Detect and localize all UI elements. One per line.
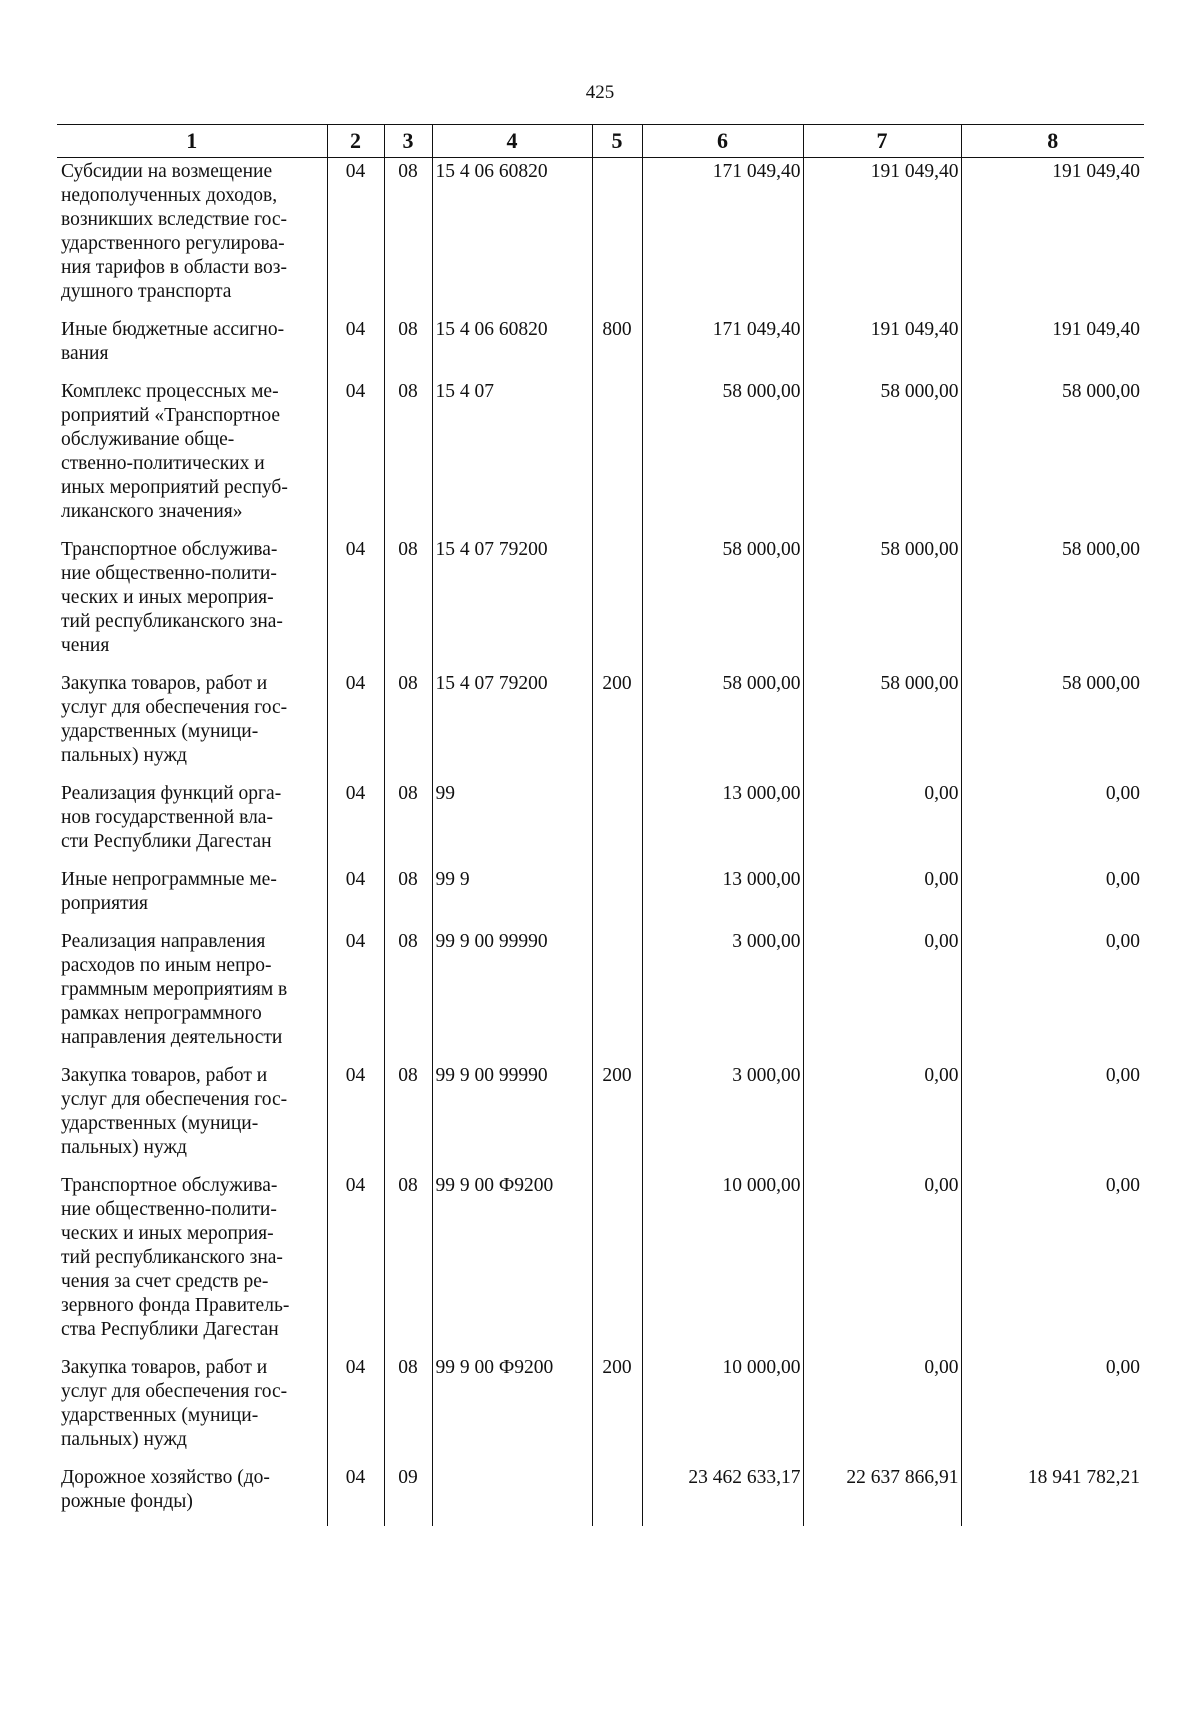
table-row	[57, 378, 1144, 536]
description-line: ства Республики Дагестан	[61, 1319, 279, 1340]
description-line: Реализация направления	[61, 931, 266, 952]
expense-type-code	[592, 1464, 642, 1526]
description-line: чения за счет средств ре-	[61, 1271, 269, 1292]
description-line: обслуживание обще-	[61, 429, 235, 450]
description-line: чения	[61, 635, 110, 656]
subsection-code: 08	[384, 316, 432, 378]
description-line: пальных) нужд	[61, 1137, 187, 1158]
table-row	[57, 536, 1144, 670]
expense-type-code: 800	[592, 316, 642, 378]
subsection-code: 09	[384, 1464, 432, 1526]
section-code: 04	[327, 928, 384, 1062]
table-body	[57, 158, 1144, 1527]
expense-type-code: 200	[592, 670, 642, 780]
description-line: роприятий «Транспортное	[61, 405, 281, 426]
amount-col-6: 3 000,00	[642, 1062, 803, 1172]
section-code: 04	[327, 670, 384, 780]
subsection-code: 08	[384, 1354, 432, 1464]
table-row	[57, 1354, 1144, 1464]
target-article-code: 15 4 07	[432, 378, 592, 536]
description-line: направления деятельности	[61, 1027, 283, 1048]
expense-type-code	[592, 536, 642, 670]
amount-col-8: 0,00	[961, 866, 1144, 928]
amount-col-8: 0,00	[961, 1062, 1144, 1172]
expense-type-code	[592, 928, 642, 1062]
row-description	[57, 780, 327, 866]
row-description	[57, 928, 327, 1062]
description-line: ния тарифов в области воз-	[61, 257, 287, 278]
amount-col-6: 13 000,00	[642, 780, 803, 866]
target-article-code: 15 4 07 79200	[432, 536, 592, 670]
description-line: Закупка товаров, работ и	[61, 1065, 268, 1086]
description-line: Закупка товаров, работ и	[61, 673, 268, 694]
description-line: Закупка товаров, работ и	[61, 1357, 268, 1378]
header-row	[57, 125, 1144, 158]
description-line: роприятия	[61, 893, 149, 914]
description-line: Комплекс процессных ме-	[61, 381, 279, 402]
target-article-code: 99 9 00 99990	[432, 1062, 592, 1172]
subsection-code: 08	[384, 866, 432, 928]
description-line: ударственного регулирова-	[61, 233, 285, 254]
amount-col-7: 191 049,40	[803, 316, 961, 378]
table-row	[57, 866, 1144, 928]
subsection-code: 08	[384, 670, 432, 780]
amount-col-8: 0,00	[961, 1354, 1144, 1464]
section-code: 04	[327, 866, 384, 928]
table-row	[57, 1172, 1144, 1354]
amount-col-7: 0,00	[803, 866, 961, 928]
description-line: Дорожное хозяйство (до-	[61, 1467, 270, 1488]
section-code: 04	[327, 536, 384, 670]
description-line: пальных) нужд	[61, 745, 187, 766]
table-row	[57, 158, 1144, 317]
subsection-code: 08	[384, 928, 432, 1062]
description-line: нов государственной вла-	[61, 807, 273, 828]
amount-col-7: 22 637 866,91	[803, 1464, 961, 1526]
expense-type-code	[592, 866, 642, 928]
description-line: ние общественно-полити-	[61, 563, 277, 584]
table-row	[57, 1062, 1144, 1172]
column-header-4: 4	[432, 125, 592, 158]
description-line: граммным мероприятиям в	[61, 979, 288, 1000]
description-line: ческих и иных мероприя-	[61, 587, 274, 608]
target-article-code: 15 4 06 60820	[432, 316, 592, 378]
description-line: вания	[61, 343, 109, 364]
table-row	[57, 780, 1144, 866]
description-line: рожные фонды)	[61, 1491, 193, 1512]
amount-col-8: 18 941 782,21	[961, 1464, 1144, 1526]
row-description	[57, 1062, 327, 1172]
amount-col-7: 0,00	[803, 1172, 961, 1354]
amount-col-7: 58 000,00	[803, 670, 961, 780]
amount-col-6: 58 000,00	[642, 670, 803, 780]
expense-type-code	[592, 780, 642, 866]
subsection-code: 08	[384, 1172, 432, 1354]
subsection-code: 08	[384, 1062, 432, 1172]
expense-type-code: 200	[592, 1354, 642, 1464]
description-line: Иные непрограммные ме-	[61, 869, 277, 890]
amount-col-8: 0,00	[961, 780, 1144, 866]
target-article-code: 99 9 00 99990	[432, 928, 592, 1062]
subsection-code: 08	[384, 780, 432, 866]
description-line: Транспортное обслужива-	[61, 539, 278, 560]
description-line: ударственных (муници-	[61, 721, 259, 742]
row-description	[57, 536, 327, 670]
target-article-code: 99 9 00 Ф9200	[432, 1354, 592, 1464]
description-line: услуг для обеспечения гос-	[61, 1381, 288, 1402]
section-code: 04	[327, 780, 384, 866]
section-code: 04	[327, 378, 384, 536]
budget-table	[57, 124, 1144, 1526]
amount-col-6: 23 462 633,17	[642, 1464, 803, 1526]
description-line: Субсидии на возмещение	[61, 161, 273, 182]
description-line: рамках непрограммного	[61, 1003, 262, 1024]
description-line: тий республиканского зна-	[61, 1247, 283, 1268]
section-code: 04	[327, 1062, 384, 1172]
table-row	[57, 670, 1144, 780]
target-article-code: 99 9	[432, 866, 592, 928]
description-line: Реализация функций орга-	[61, 783, 282, 804]
section-code: 04	[327, 316, 384, 378]
amount-col-6: 10 000,00	[642, 1172, 803, 1354]
target-article-code: 15 4 06 60820	[432, 158, 592, 317]
description-line: тий республиканского зна-	[61, 611, 283, 632]
amount-col-8: 0,00	[961, 928, 1144, 1062]
description-line: расходов по иным непро-	[61, 955, 272, 976]
row-description	[57, 1354, 327, 1464]
budget-table-container	[57, 124, 1144, 1526]
page-number: 425	[585, 82, 615, 103]
amount-col-8: 58 000,00	[961, 536, 1144, 670]
amount-col-7: 0,00	[803, 1062, 961, 1172]
column-header-7: 7	[803, 125, 961, 158]
row-description	[57, 158, 327, 317]
description-line: иных мероприятий респуб-	[61, 477, 288, 498]
section-code: 04	[327, 1464, 384, 1526]
expense-type-code	[592, 378, 642, 536]
row-description	[57, 866, 327, 928]
description-line: ческих и иных мероприя-	[61, 1223, 274, 1244]
amount-col-7: 191 049,40	[803, 158, 961, 317]
description-line: душного транспорта	[61, 281, 232, 302]
row-description	[57, 1172, 327, 1354]
amount-col-7: 0,00	[803, 780, 961, 866]
description-line: ударственных (муници-	[61, 1405, 259, 1426]
amount-col-8: 191 049,40	[961, 316, 1144, 378]
description-line: зервного фонда Правитель-	[61, 1295, 290, 1316]
row-description	[57, 1464, 327, 1526]
subsection-code: 08	[384, 378, 432, 536]
table-row	[57, 1464, 1144, 1526]
expense-type-code	[592, 1172, 642, 1354]
amount-col-8: 0,00	[961, 1172, 1144, 1354]
description-line: недополученных доходов,	[61, 185, 278, 206]
description-line: ственно-политических и	[61, 453, 265, 474]
amount-col-7: 0,00	[803, 928, 961, 1062]
amount-col-7: 0,00	[803, 1354, 961, 1464]
section-code: 04	[327, 158, 384, 317]
description-line: услуг для обеспечения гос-	[61, 697, 288, 718]
amount-col-6: 58 000,00	[642, 536, 803, 670]
column-header-3: 3	[384, 125, 432, 158]
column-header-5: 5	[592, 125, 642, 158]
target-article-code: 99 9 00 Ф9200	[432, 1172, 592, 1354]
description-line: пальных) нужд	[61, 1429, 187, 1450]
description-line: услуг для обеспечения гос-	[61, 1089, 288, 1110]
table-row	[57, 928, 1144, 1062]
amount-col-8: 58 000,00	[961, 378, 1144, 536]
description-line: Иные бюджетные ассигно-	[61, 319, 285, 340]
amount-col-8: 58 000,00	[961, 670, 1144, 780]
amount-col-7: 58 000,00	[803, 536, 961, 670]
amount-col-6: 13 000,00	[642, 866, 803, 928]
subsection-code: 08	[384, 158, 432, 317]
subsection-code: 08	[384, 536, 432, 670]
target-article-code: 15 4 07 79200	[432, 670, 592, 780]
column-header-6: 6	[642, 125, 803, 158]
target-article-code	[432, 1464, 592, 1526]
column-header-2: 2	[327, 125, 384, 158]
description-line: Транспортное обслужива-	[61, 1175, 278, 1196]
amount-col-6: 58 000,00	[642, 378, 803, 536]
target-article-code: 99	[432, 780, 592, 866]
column-header-8: 8	[961, 125, 1144, 158]
description-line: возникших вследствие гос-	[61, 209, 287, 230]
description-line: сти Республики Дагестан	[61, 831, 272, 852]
amount-col-7: 58 000,00	[803, 378, 961, 536]
row-description	[57, 670, 327, 780]
section-code: 04	[327, 1354, 384, 1464]
description-line: ние общественно-полити-	[61, 1199, 277, 1220]
column-header-1: 1	[57, 125, 327, 158]
amount-col-8: 191 049,40	[961, 158, 1144, 317]
row-description	[57, 378, 327, 536]
amount-col-6: 3 000,00	[642, 928, 803, 1062]
amount-col-6: 171 049,40	[642, 158, 803, 317]
amount-col-6: 10 000,00	[642, 1354, 803, 1464]
section-code: 04	[327, 1172, 384, 1354]
expense-type-code: 200	[592, 1062, 642, 1172]
description-line: ударственных (муници-	[61, 1113, 259, 1134]
expense-type-code	[592, 158, 642, 317]
description-line: ликанского значения»	[61, 501, 243, 522]
row-description	[57, 316, 327, 378]
table-row	[57, 316, 1144, 378]
amount-col-6: 171 049,40	[642, 316, 803, 378]
